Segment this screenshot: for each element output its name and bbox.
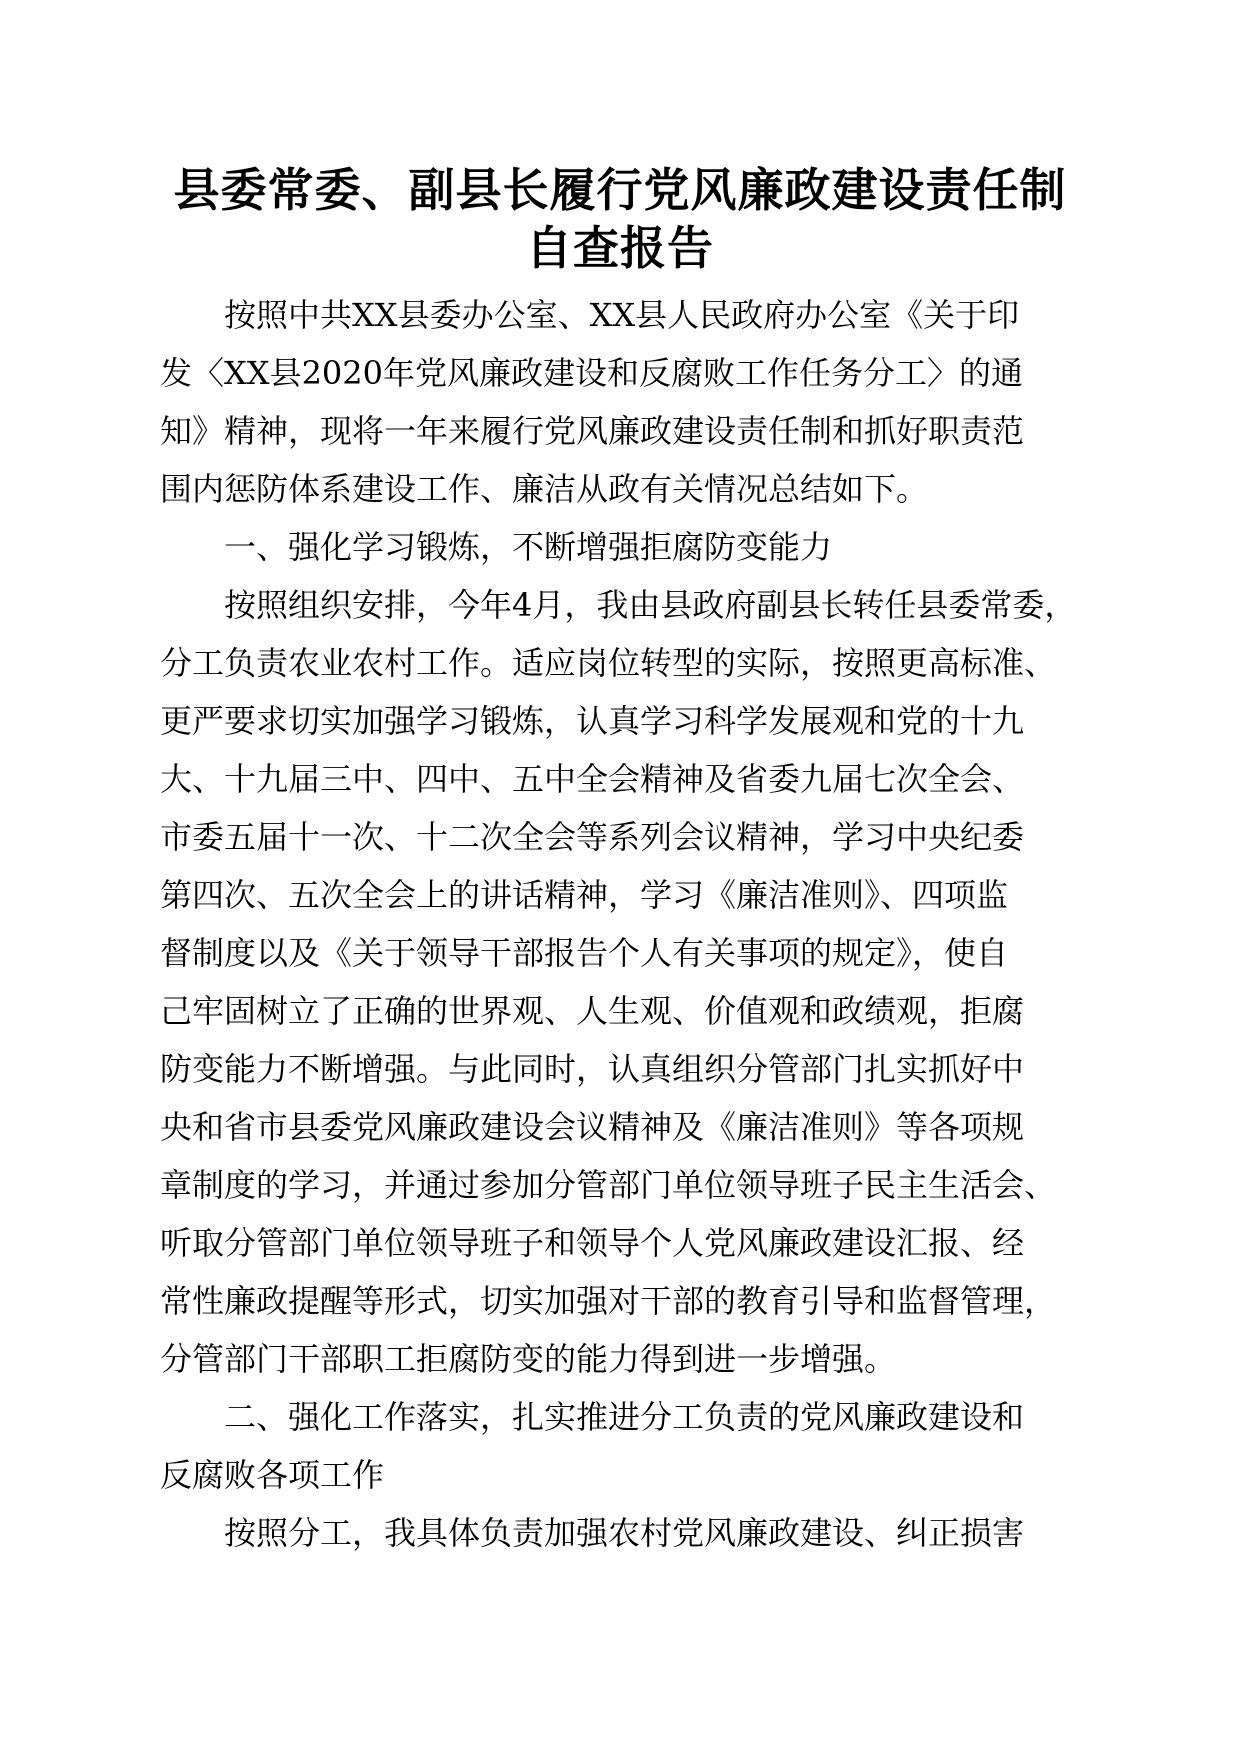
intro-line: 发〈XX县2020年党风廉政建设和反腐败工作任务分工〉的通	[160, 354, 1024, 392]
paragraph-line: 常性廉政提醒等形式，切实加强对干部的教育引导和监督管理，	[160, 1282, 1057, 1320]
paragraph-line: 己牢固树立了正确的世界观、人生观、价值观和政绩观，拒腐	[160, 992, 1025, 1030]
section-2-heading	[160, 1388, 1120, 1504]
document-title-line-1: 县委常委、副县长履行党风廉政建设责任制	[173, 163, 1067, 217]
paragraph-line: 防变能力不断增强。与此同时，认真组织分管部门扎实抓好中	[160, 1050, 1025, 1088]
paragraph-line: 章制度的学习，并通过参加分管部门单位领导班子民主生活会、	[160, 1166, 1057, 1204]
section-heading-line: 一、强化学习锻炼，不断增强拒腐防变能力	[224, 528, 833, 566]
intro-line: 按照中共XX县委办公室、XX县人民政府办公室《关于印	[224, 296, 1020, 334]
paragraph-line: 分管部门干部职工拒腐防变的能力得到进一步增强。	[160, 1340, 897, 1378]
paragraph-line: 听取分管部门单位领导班子和领导个人党风廉政建设汇报、经	[160, 1224, 1025, 1262]
document-body	[160, 286, 1120, 1562]
paragraph-line: 分工负责农业农村工作。适应岗位转型的实际，按照更高标准、	[160, 644, 1057, 682]
paragraph-line: 第四次、五次全会上的讲话精神，学习《廉洁准则》、四项监	[160, 876, 1009, 914]
document-title-line-2: 自查报告	[526, 221, 714, 275]
paragraph-line: 按照组织安排，今年4月，我由县政府副县长转任县委常委，	[224, 586, 1077, 624]
section-1-paragraph	[160, 576, 1120, 1388]
intro-line: 围内惩防体系建设工作、廉洁从政有关情况总结如下。	[160, 470, 929, 508]
section-heading-line: 反腐败各项工作	[160, 1456, 385, 1494]
paragraph-line: 按照分工，我具体负责加强农村党风廉政建设、纠正损害	[224, 1514, 1025, 1552]
paragraph-line: 更严要求切实加强学习锻炼，认真学习科学发展观和党的十九	[160, 702, 1025, 740]
paragraph-line: 市委五届十一次、十二次全会等系列会议精神，学习中央纪委	[160, 818, 1025, 856]
section-heading-line: 二、强化工作落实，扎实推进分工负责的党风廉政建设和	[224, 1398, 1025, 1436]
section-2-paragraph	[160, 1504, 1120, 1562]
intro-line: 知》精神，现将一年来履行党风廉政建设责任制和抓好职责范	[160, 412, 1025, 450]
paragraph-line: 大、十九届三中、四中、五中全会精神及省委九届七次全会、	[160, 760, 1025, 798]
paragraph-line: 央和省市县委党风廉政建设会议精神及《廉洁准则》等各项规	[160, 1108, 1025, 1146]
paragraph-line: 督制度以及《关于领导干部报告个人有关事项的规定》，使自	[160, 934, 1009, 972]
section-1-heading	[160, 518, 1120, 576]
intro-paragraph	[160, 286, 1120, 518]
